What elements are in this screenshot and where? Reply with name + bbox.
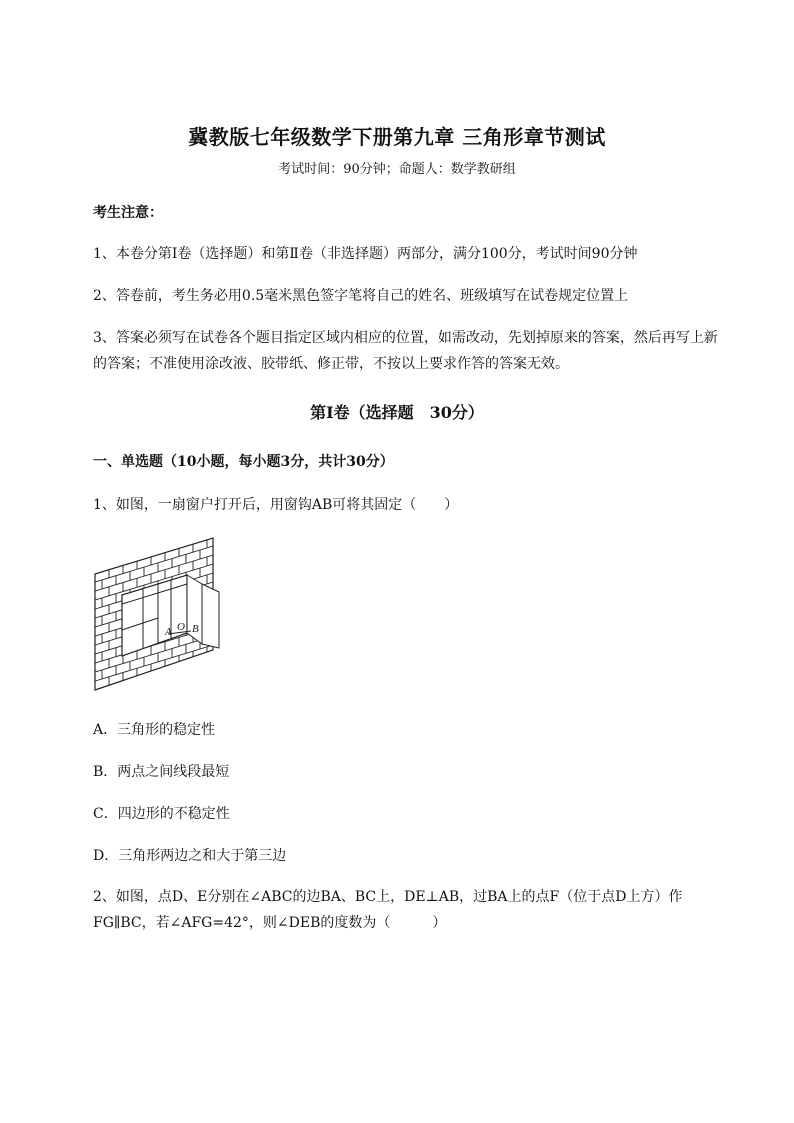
q1-option-d[interactable]: D．三角形两边之和大于第三边 (93, 848, 287, 864)
open-casement (187, 575, 219, 648)
notice-item-3-continued: 的答案；不准使用涂改液、胶带纸、修正带，不按以上要求作答的答案无效。 (93, 356, 569, 372)
q1-option-a[interactable]: A．三角形的稳定性 (93, 722, 216, 738)
label-a: A (165, 626, 172, 638)
section-title: 第Ⅰ卷（选择题 30分） (310, 403, 484, 422)
question-2-line-2: FG∥BC，若∠AFG=42°，则∠DEB的度数为（ ） (93, 915, 447, 931)
label-b: B (192, 623, 199, 635)
part-heading: 一、单选题（10小题，每小题3分，共计30分） (93, 454, 394, 470)
notice-item-2: 2、答卷前，考生务必用0.5毫米黑色签字笔将自己的姓名、班级填写在试卷规定位置上 (93, 288, 629, 304)
page-title: 冀教版七年级数学下册第九章 三角形章节测试 (188, 125, 606, 149)
q1-option-b[interactable]: B．两点之间线段最短 (93, 764, 230, 780)
exam-info: 考试时间：90分钟；命题人：数学教研组 (278, 162, 516, 177)
question-1-stem: 1、如图，一扇窗户打开后，用窗钩AB可将其固定（ ） (93, 497, 459, 513)
notice-item-1: 1、本卷分第Ⅰ卷（选择题）和第Ⅱ卷（非选择题）两部分，满分100分，考试时间90分钟 (93, 246, 638, 262)
notice-heading: 考生注意： (93, 205, 163, 221)
window-figure (92, 532, 228, 694)
notice-item-3: 3、答案必须写在试卷各个题目指定区域内相应的位置，如需改动，先划掉原来的答案，然后再写上新 (93, 330, 718, 346)
label-o: O (177, 621, 185, 633)
q1-option-c[interactable]: C．四边形的不稳定性 (93, 806, 230, 822)
question-2-line-1: 2、如图，点D、E分别在∠ABC的边BA、BC上，DE⊥AB，过BA上的点F（位于点D上方）作 (93, 889, 683, 905)
